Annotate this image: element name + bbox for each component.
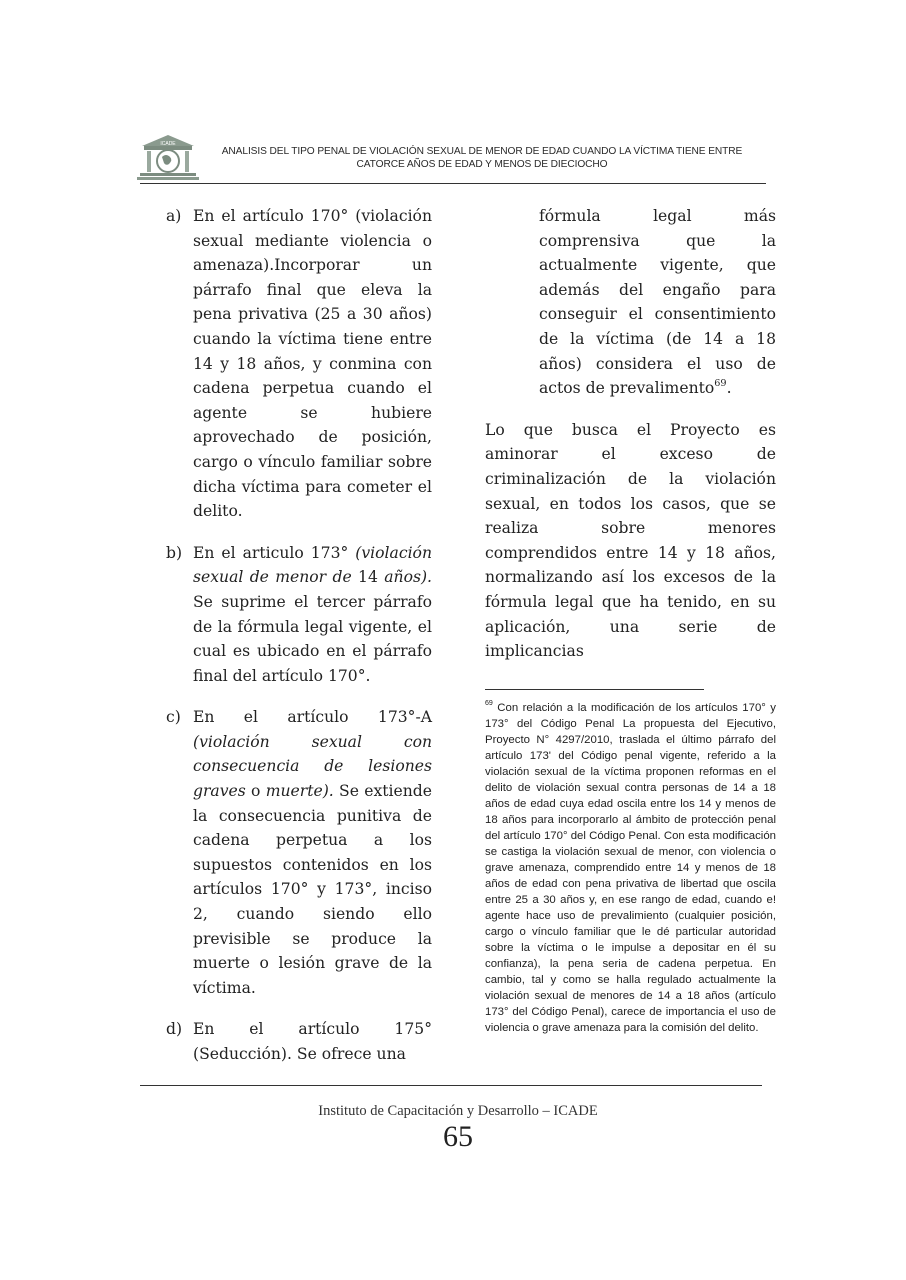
icade-logo: [136, 132, 200, 182]
list-item-text: [193, 705, 432, 1000]
italic-run: (violación sexual con consecuencia de lesiones graves: [193, 732, 432, 801]
header-divider: [140, 183, 766, 184]
list-item-text: En el artículo 170° (violación sexual mediante violencia o amenaza).Incorporar un párrafo final que eleva la pena privativa (25 a 30 años) cuando la víctima tiene entre 14 y 18 años, y conmina con cadena perpetua cuando el agente se hubiere aprovechado de posición, cargo o vínculo familiar sobre dicha víctima para cometer el delito.: [193, 207, 432, 521]
italic-run: muerte).: [265, 782, 334, 801]
header-title-line1: ANALISIS DEL TIPO PENAL DE VIOLACIÓN SEXUAL DE MENOR DE EDAD CUANDO LA VÍCTIMA TIENE ENTRE: [221, 146, 743, 157]
footnote-ref[interactable]: 69: [714, 377, 727, 389]
text-run: o: [245, 782, 266, 801]
header-title: [212, 145, 752, 171]
footer-institution: Instituto de Capacitación y Desarrollo – ICADE: [318, 1103, 598, 1119]
list-item-text: [193, 541, 432, 689]
footnote-number: 69: [485, 699, 493, 707]
continuation-text: fórmula legal más comprensiva que la actualmente vigente, que además del engaño para conseguir el consentimiento de la víctima (de 14 a 18 años) considera el uso de actos de prevalimento: [539, 207, 776, 398]
text-run: En el articulo 173°: [193, 543, 356, 562]
list-item-label: a): [166, 207, 182, 225]
list-item-label: c): [166, 708, 181, 727]
italic-run: años).: [384, 568, 433, 587]
left-column: [166, 204, 432, 1084]
footer-divider: [140, 1085, 762, 1086]
list-item-label: d): [166, 1020, 183, 1039]
list-item-a: [166, 204, 432, 524]
list-item-d: [166, 1017, 432, 1066]
logo-text: ICADE: [160, 141, 176, 147]
page-number: 65: [443, 1120, 473, 1153]
footnote: [485, 700, 776, 1036]
list-item-d-continuation: [539, 204, 776, 401]
body-paragraph: Lo que busca el Proyecto es aminorar el exceso de criminalización de la violación sexual, en todos los casos, que se realiza sobre menores comprendidos entre 14 y 18 años, normalizando así los excesos de la fórmula legal que ha tenido, en su aplicación, una serie de implicancias: [485, 420, 776, 661]
footnote-divider: [485, 689, 704, 690]
period: .: [726, 379, 732, 398]
text-run: 14: [351, 568, 385, 587]
list-item-c: [166, 705, 432, 1000]
text-run: Se suprime el tercer párrafo de la fórmula legal vigente, el cual es ubicado en el párrafo final del artículo 170°.: [193, 592, 432, 685]
list-item-text: En el artículo 175° (Seducción). Se ofrece una: [193, 1020, 432, 1063]
italic-run: (violación sexual de menor de: [193, 543, 432, 587]
right-column: [485, 204, 776, 1036]
footnote-text: Con relación a la modificación de los artículos 170° y 173° del Código Penal La propuesta del Ejecutivo, Proyecto N° 4297/2010, traslada el último párrafo del artículo 173' del Código penal vigente, referido a la violación sexual de la víctima proponen reformas en el delito de violación sexual contra personas de 14 a 18 años de edad cuya edad oscila entre los 14 y menos de 18 años para incorporarlo al ámbito de protección penal del artículo 170° del Código Penal. Con esta modificación se castiga la violación sexual de menor, con violencia o grave amenaza, comprendido entre 14 y menos de 18 años de edad con pena privativa de libertad que oscila entre 25 a 30 años y, en ese rango de edad, cuando e! agente hace uso de prevalimiento (cualquier posición, cargo o vínculo familiar que le dé particular autoridad sobre la víctima o le impulse a depositar en él su confianza), la pena seria de cadena perpetua. En cambio, tal y como se halla regulado actualmente la violación sexual de menores de 14 a 18 años (artículo 173° del Código Penal), carece de importancia el uso de violencia o grave amenaza para la comisión del delito.: [485, 701, 776, 1034]
text-run: En el artículo 173°-A: [193, 708, 432, 727]
list-item-b: [166, 541, 432, 689]
header-title-line2: CATORCE AÑOS DE EDAD Y MENOS DE DIECIOCHO: [356, 159, 608, 170]
list-item-label: b): [166, 543, 183, 562]
text-run: Se extiende la consecuencia punitiva de cadena perpetua a los supuestos contenidos en los artículos 170° y 173°, inciso 2, cuando siendo ello previsible se produce la muerte o lesión grave de la víctima.: [193, 782, 432, 997]
